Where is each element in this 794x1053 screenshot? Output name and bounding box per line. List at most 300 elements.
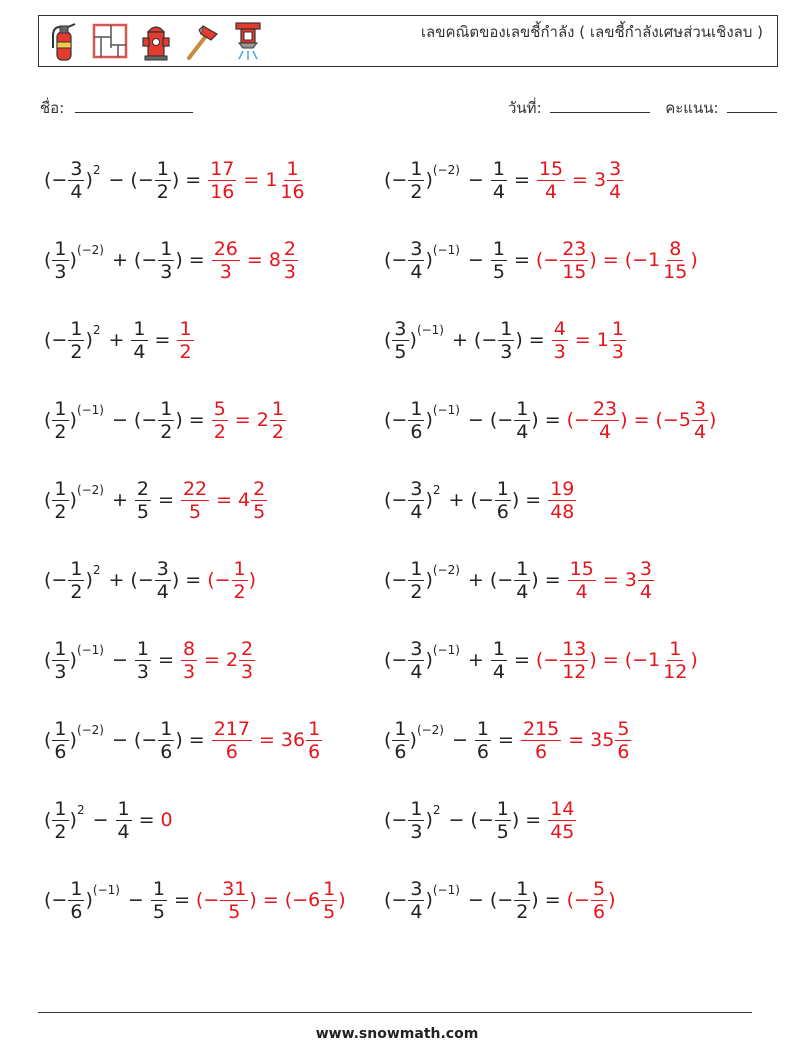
math-symbol: (−	[535, 649, 560, 671]
numerator: 3	[410, 877, 423, 900]
numerator: 3	[639, 557, 652, 580]
operator: +	[467, 569, 484, 591]
denominator: 4	[575, 580, 588, 603]
math-symbol: )	[171, 569, 180, 591]
denominator: 6	[496, 500, 509, 523]
numerator: 22	[182, 477, 208, 500]
fraction	[560, 238, 588, 283]
problem-row	[44, 140, 764, 220]
math-symbol: =	[513, 169, 530, 191]
fraction	[408, 158, 424, 203]
denominator: 6	[476, 740, 490, 763]
fraction	[537, 158, 565, 203]
fraction	[177, 318, 193, 363]
math-symbol: (−	[133, 729, 158, 751]
math-symbol: =	[602, 569, 619, 591]
math-symbol: (−	[44, 569, 68, 591]
math-symbol: =	[204, 649, 220, 671]
whole-number: 2	[256, 409, 269, 431]
numerator: 1	[136, 637, 150, 660]
math-symbol: =	[158, 649, 174, 671]
math-symbol: (−	[284, 889, 309, 911]
denominator: 5	[136, 500, 150, 523]
math-symbol: =	[216, 489, 233, 511]
problem-row	[44, 540, 764, 620]
answer	[567, 558, 655, 603]
numerator: 19	[550, 477, 575, 500]
whole-number: 35	[590, 729, 615, 751]
numerator: 1	[54, 477, 67, 500]
whole-number: 1	[648, 649, 661, 671]
exponent: 2	[76, 803, 85, 817]
fraction	[52, 798, 68, 843]
math-symbol: =	[528, 329, 545, 351]
name-label: ชื่อ:	[40, 99, 65, 117]
denominator: 4	[133, 340, 146, 363]
math-symbol: =	[513, 249, 530, 271]
exponent: (−2)	[416, 723, 444, 737]
math-symbol: =	[158, 489, 174, 511]
math-symbol: )	[175, 249, 183, 271]
math-symbol: )	[709, 409, 717, 431]
fraction	[491, 638, 507, 683]
numerator: 1	[476, 717, 490, 740]
math-symbol: )	[511, 809, 520, 831]
denominator: 6	[592, 900, 606, 923]
problem-row	[44, 860, 764, 940]
header-icons	[45, 20, 267, 62]
worksheet-header	[38, 15, 778, 67]
math-symbol: )	[425, 409, 433, 431]
denominator: 4	[609, 180, 622, 203]
fraction	[155, 158, 171, 203]
math-symbol: (	[44, 409, 52, 431]
math-symbol: (−	[384, 169, 408, 191]
numerator: 3	[70, 157, 83, 180]
numerator: 217	[213, 717, 250, 740]
math-symbol: )	[531, 569, 539, 591]
denominator: 16	[280, 180, 305, 203]
numerator: 1	[70, 877, 83, 900]
operator: +	[108, 329, 125, 351]
math-symbol: =	[243, 169, 260, 191]
problem-item	[44, 878, 384, 923]
exponent: (−2)	[432, 563, 460, 577]
numerator: 1	[500, 317, 513, 340]
problem-row	[44, 220, 764, 300]
math-symbol: )	[175, 729, 183, 751]
math-symbol: (−	[384, 809, 408, 831]
denominator: 3	[160, 260, 173, 283]
problem-item	[384, 558, 724, 603]
denominator: 2	[410, 180, 423, 203]
problem-row	[44, 620, 764, 700]
numerator: 1	[496, 477, 509, 500]
denominator: 5	[492, 260, 505, 283]
denominator: 12	[562, 660, 587, 683]
numerator: 1	[410, 157, 423, 180]
fraction	[151, 878, 167, 923]
math-symbol: =	[544, 889, 561, 911]
math-symbol: (−	[535, 249, 560, 271]
denominator: 2	[233, 580, 246, 603]
denominator: 4	[70, 180, 83, 203]
answer	[551, 318, 627, 363]
numerator: 3	[609, 157, 622, 180]
denominator: 6	[54, 740, 67, 763]
problem-row	[44, 780, 764, 860]
fraction	[158, 718, 174, 763]
fraction	[131, 318, 147, 363]
fraction	[278, 158, 306, 203]
math-symbol: =	[568, 729, 585, 751]
fraction	[514, 558, 530, 603]
whole-number: 3	[593, 169, 607, 191]
worksheet-title: เลขคณิตของเลขชี้กำลัง ( เลขชี้กำลังเศษส่วนเชิงลบ )	[420, 23, 763, 41]
math-symbol: (	[44, 729, 52, 751]
numerator: 1	[496, 797, 509, 820]
denominator: 5	[228, 900, 241, 923]
denominator: 16	[210, 180, 235, 203]
denominator: 5	[152, 900, 165, 923]
denominator: 4	[492, 660, 505, 683]
denominator: 2	[70, 340, 83, 363]
problem-item	[384, 478, 724, 523]
denominator: 4	[410, 900, 423, 923]
numerator: 1	[70, 317, 83, 340]
operator: −	[467, 169, 484, 191]
math-symbol: =	[258, 729, 275, 751]
fraction	[408, 558, 424, 603]
denominator: 4	[117, 820, 130, 843]
problem-item	[44, 558, 384, 603]
denominator: 4	[516, 580, 529, 603]
whole-number: 36	[280, 729, 306, 751]
math-symbol: )	[69, 809, 77, 831]
numerator: 1	[54, 637, 67, 660]
exponent: (−1)	[432, 883, 460, 897]
operator: +	[112, 249, 128, 271]
denominator: 4	[410, 660, 423, 683]
fraction	[408, 398, 424, 443]
numerator: 1	[492, 157, 505, 180]
math-symbol: =	[173, 889, 190, 911]
fraction	[521, 718, 561, 763]
math-symbol: =	[154, 329, 171, 351]
problem-item	[44, 238, 384, 283]
exponent: (−1)	[76, 643, 104, 657]
answer	[520, 718, 632, 763]
denominator: 3	[500, 340, 513, 363]
fraction	[495, 798, 511, 843]
answer	[536, 158, 624, 203]
fraction	[239, 638, 255, 683]
math-symbol: =	[262, 889, 279, 911]
answer	[176, 318, 194, 363]
operator: +	[108, 569, 125, 591]
problem-row	[44, 460, 764, 540]
math-symbol: =	[498, 729, 514, 751]
denominator: 15	[663, 260, 688, 283]
fraction	[475, 718, 491, 763]
denominator: 2	[160, 420, 173, 443]
problem-item	[384, 638, 724, 683]
denominator: 4	[639, 580, 652, 603]
fraction	[408, 638, 424, 683]
problem-row	[44, 300, 764, 380]
answer	[207, 558, 256, 603]
problem-item	[384, 798, 724, 843]
math-symbol: )	[531, 409, 539, 431]
whole-number: 8	[268, 249, 281, 271]
numerator: 15	[569, 557, 594, 580]
math-symbol: )	[608, 889, 616, 911]
whole-number: 1	[648, 249, 661, 271]
problem-item	[384, 238, 724, 283]
fraction	[270, 398, 286, 443]
numerator: 1	[611, 317, 624, 340]
math-symbol: =	[138, 809, 155, 831]
denominator: 3	[283, 260, 296, 283]
numerator: 1	[152, 877, 165, 900]
denominator: 2	[70, 580, 83, 603]
problem-item	[44, 638, 384, 683]
fraction	[135, 478, 151, 523]
fire-axe-icon	[183, 20, 221, 62]
denominator: 3	[182, 660, 196, 683]
operator: −	[467, 409, 484, 431]
denominator: 3	[54, 260, 67, 283]
whole-number: 4	[238, 489, 251, 511]
answer	[567, 398, 717, 443]
whole-number: 3	[624, 569, 637, 591]
fraction	[52, 718, 68, 763]
numerator: 17	[210, 157, 235, 180]
fraction	[181, 638, 197, 683]
fraction	[321, 878, 337, 923]
denominator: 2	[516, 900, 529, 923]
fraction	[158, 238, 174, 283]
math-symbol: =	[602, 649, 619, 671]
denominator: 3	[241, 660, 254, 683]
numerator: 1	[669, 637, 682, 660]
math-symbol: (−	[655, 409, 679, 431]
score-blank	[727, 98, 777, 113]
denominator: 6	[70, 900, 83, 923]
fraction	[392, 318, 408, 363]
numerator: 1	[286, 157, 299, 180]
math-symbol: =	[188, 249, 205, 271]
math-symbol: )	[690, 649, 698, 671]
numerator: 1	[271, 397, 284, 420]
math-symbol: =	[185, 569, 202, 591]
fraction	[560, 638, 588, 683]
answer	[196, 878, 346, 923]
math-symbol: )	[589, 249, 597, 271]
math-symbol: (−	[566, 889, 590, 911]
fraction	[408, 478, 424, 523]
exponent: (−1)	[432, 643, 460, 657]
denominator: 5	[253, 500, 266, 523]
numerator: 5	[592, 877, 606, 900]
denominator: 6	[160, 740, 173, 763]
denominator: 2	[54, 500, 67, 523]
numerator: 3	[394, 317, 407, 340]
denominator: 2	[271, 420, 284, 443]
math-symbol: )	[69, 249, 77, 271]
numerator: 1	[516, 557, 529, 580]
fraction	[232, 558, 248, 603]
problem-item	[384, 878, 724, 923]
denominator: 4	[492, 180, 505, 203]
math-symbol: )	[69, 409, 77, 431]
whole-number: 6	[308, 889, 321, 911]
numerator: 3	[156, 557, 169, 580]
math-symbol: )	[589, 649, 597, 671]
numerator: 1	[179, 317, 192, 340]
math-symbol: (−	[470, 809, 494, 831]
fraction	[568, 558, 596, 603]
numerator: 13	[562, 637, 587, 660]
fraction	[610, 318, 626, 363]
problem-item	[44, 318, 384, 363]
numerator: 23	[562, 237, 587, 260]
denominator: 5	[394, 340, 407, 363]
math-symbol: (−	[489, 569, 514, 591]
fire-hydrant-icon	[137, 20, 175, 62]
denominator: 2	[156, 180, 169, 203]
denominator: 5	[323, 900, 336, 923]
fraction	[52, 478, 68, 523]
math-symbol: )	[531, 889, 539, 911]
operator: −	[112, 729, 128, 751]
math-symbol: )	[425, 169, 433, 191]
math-symbol: )	[85, 169, 93, 191]
math-symbol: )	[338, 889, 346, 911]
math-symbol: )	[69, 489, 77, 511]
math-symbol: (−	[489, 889, 514, 911]
answer	[211, 718, 323, 763]
fraction	[155, 558, 171, 603]
math-symbol: (−	[384, 889, 408, 911]
fraction	[661, 238, 689, 283]
denominator: 2	[410, 580, 423, 603]
numerator: 3	[410, 477, 423, 500]
numerator: 3	[410, 637, 423, 660]
math-symbol: (	[44, 809, 52, 831]
math-symbol: (−	[489, 409, 514, 431]
denominator: 3	[410, 820, 423, 843]
numerator: 1	[308, 717, 321, 740]
fraction	[208, 158, 236, 203]
footer-url: www.snowmath.com	[315, 1026, 479, 1042]
numerator: 1	[54, 797, 67, 820]
answer	[180, 638, 256, 683]
problem-item	[384, 158, 724, 203]
math-symbol: )	[85, 569, 93, 591]
exponent: (−1)	[432, 403, 460, 417]
denominator: 3	[611, 340, 624, 363]
fraction	[158, 398, 174, 443]
whole-number: 1	[596, 329, 609, 351]
denominator: 12	[663, 660, 688, 683]
date-label: วันที่:	[508, 99, 542, 117]
math-symbol: =	[574, 329, 591, 351]
fraction	[52, 238, 68, 283]
math-symbol: (−	[384, 489, 408, 511]
math-symbol: =	[633, 409, 650, 431]
math-symbol: =	[544, 569, 561, 591]
math-symbol: =	[525, 809, 542, 831]
math-symbol: (−	[624, 649, 649, 671]
math-symbol: (−	[384, 249, 408, 271]
fraction	[68, 558, 84, 603]
exponent: (−2)	[76, 243, 104, 257]
math-symbol: (	[384, 329, 392, 351]
math-symbol: (−	[384, 569, 408, 591]
math-symbol: =	[572, 169, 588, 191]
fraction	[181, 478, 209, 523]
math-symbol: )	[69, 649, 77, 671]
math-symbol: (−	[384, 409, 408, 431]
fraction	[552, 318, 568, 363]
operator: +	[467, 649, 484, 671]
numerator: 1	[160, 237, 173, 260]
numerator: 5	[617, 717, 630, 740]
operator: +	[112, 489, 128, 511]
denominator: 2	[54, 820, 67, 843]
numerator: 26	[213, 237, 238, 260]
math-symbol: =	[602, 249, 619, 271]
denominator: 4	[599, 420, 612, 443]
denominator: 3	[219, 260, 232, 283]
fraction	[692, 398, 708, 443]
exponent: (−2)	[76, 723, 104, 737]
problem-row	[44, 700, 764, 780]
problem-item	[384, 718, 724, 763]
fraction	[591, 878, 607, 923]
math-symbol: )	[425, 889, 433, 911]
date-blank	[550, 98, 650, 113]
denominator: 4	[410, 260, 423, 283]
math-symbol: )	[425, 649, 433, 671]
math-symbol: )	[175, 409, 183, 431]
math-symbol: (−	[195, 889, 220, 911]
answer	[547, 478, 577, 523]
name-field	[40, 96, 193, 120]
fraction	[548, 798, 576, 843]
answer	[567, 878, 616, 923]
exponent: 2	[92, 163, 101, 177]
math-symbol: =	[234, 409, 251, 431]
fraction	[68, 318, 84, 363]
denominator: 6	[410, 420, 423, 443]
answer	[547, 798, 577, 843]
operator: +	[452, 329, 468, 351]
problem-item	[44, 478, 384, 523]
fraction	[607, 158, 623, 203]
answer	[211, 238, 299, 283]
operator: −	[448, 809, 465, 831]
numerator: 1	[410, 397, 423, 420]
denominator: 3	[553, 340, 566, 363]
denominator: 3	[54, 660, 67, 683]
fraction	[514, 398, 530, 443]
exponent: 2	[432, 483, 441, 497]
operator: −	[452, 729, 468, 751]
denominator: 2	[179, 340, 192, 363]
math-symbol: (−	[384, 649, 408, 671]
